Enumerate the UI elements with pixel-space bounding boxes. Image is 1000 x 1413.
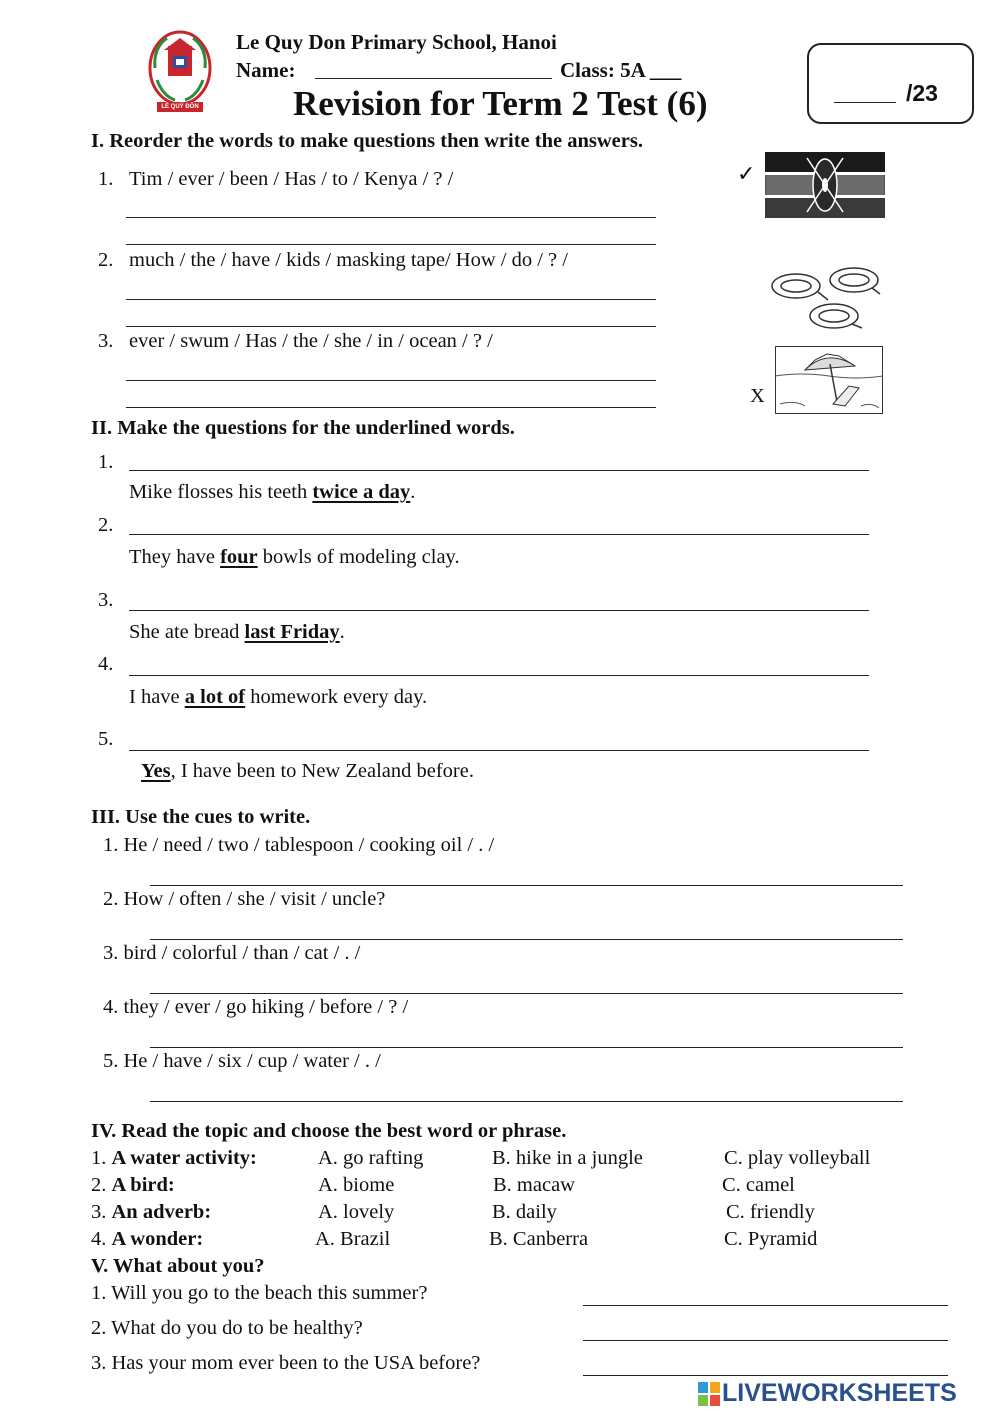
- s3-q4-input[interactable]: [150, 1027, 903, 1048]
- s4-row-1: 1. A water activity:: [91, 1147, 257, 1169]
- underlined-phrase: four: [220, 546, 258, 568]
- masking-tape-image: [768, 264, 883, 336]
- s3-q5-text: 5. He / have / six / cup / water / . /: [103, 1050, 381, 1072]
- page-title: Revision for Term 2 Test (6): [293, 84, 708, 123]
- underlined-phrase: twice a day: [312, 481, 411, 503]
- s4-q1-option-c[interactable]: C. play volleyball: [724, 1147, 871, 1169]
- s4-row-4: 4. A wonder:: [91, 1228, 204, 1250]
- name-label: Name:: [236, 58, 296, 82]
- name-input[interactable]: [315, 58, 552, 79]
- s5-q2-text: 2. What do you do to be healthy?: [91, 1317, 363, 1339]
- liveworksheets-brand: LIVEWORKSHEETS: [722, 1379, 957, 1407]
- s2-q4-number: 4.: [98, 653, 114, 675]
- s3-q5-input[interactable]: [150, 1081, 903, 1102]
- s4-q4-option-c[interactable]: C. Pyramid: [724, 1228, 818, 1250]
- underlined-phrase: last Friday: [244, 621, 340, 643]
- logo-text: LÊ QUÝ ĐÔN: [161, 104, 199, 110]
- liveworksheets-icon: [698, 1382, 720, 1406]
- s4-row-2: 2. A bird:: [91, 1174, 175, 1196]
- s1-q1-number: 1.: [98, 168, 114, 190]
- s4-row-3: 3. An adverb:: [91, 1201, 212, 1223]
- s1-q3-text: ever / swum / Has / the / she / in / ocean / ? /: [129, 330, 493, 352]
- score-input[interactable]: [834, 82, 896, 103]
- s5-q2-input[interactable]: [583, 1320, 948, 1341]
- s2-q1-sentence: Mike flosses his teeth twice a day.: [129, 481, 416, 503]
- underlined-phrase: Yes: [141, 760, 171, 782]
- school-name: Le Quy Don Primary School, Hanoi: [236, 30, 557, 54]
- s3-q2-input[interactable]: [150, 919, 903, 940]
- s2-q3-number: 3.: [98, 589, 114, 611]
- s3-q1-input[interactable]: [150, 865, 903, 886]
- s4-q3-option-b[interactable]: B. daily: [492, 1201, 557, 1223]
- s5-q1-input[interactable]: [583, 1285, 948, 1306]
- s4-q3-option-a[interactable]: A. lovely: [318, 1201, 395, 1223]
- class-label: Class: 5A ___: [560, 58, 682, 82]
- s1-q1-answer-input[interactable]: [126, 224, 656, 245]
- s4-q2-option-b[interactable]: B. macaw: [493, 1174, 575, 1196]
- s2-q3-input[interactable]: [129, 590, 869, 611]
- s2-q5-sentence: Yes, I have been to New Zealand before.: [141, 760, 474, 782]
- s2-q2-sentence: They have four bowls of modeling clay.: [129, 546, 460, 568]
- liveworksheets-logo: [698, 1380, 994, 1410]
- checkmark-icon: ✓: [737, 161, 756, 186]
- s2-q2-input[interactable]: [129, 514, 869, 535]
- s2-q4-input[interactable]: [129, 655, 869, 676]
- s2-q2-number: 2.: [98, 514, 114, 536]
- s2-q4-sentence: I have a lot of homework every day.: [129, 686, 428, 708]
- s4-q4-option-b[interactable]: B. Canberra: [489, 1228, 589, 1250]
- s4-q1-option-b[interactable]: B. hike in a jungle: [492, 1147, 643, 1169]
- s4-q2-option-c[interactable]: C. camel: [722, 1174, 795, 1196]
- s3-q3-text: 3. bird / colorful / than / cat / . /: [103, 942, 361, 964]
- s1-q3-answer-input[interactable]: [126, 387, 656, 408]
- s1-q1-text: Tim / ever / been / Has / to / Kenya / ? /: [129, 168, 454, 190]
- s3-q4-text: 4. they / ever / go hiking / before / ? /: [103, 996, 409, 1018]
- section-4-heading: IV. Read the topic and choose the best word or phrase.: [91, 1120, 567, 1142]
- s3-q3-input[interactable]: [150, 973, 903, 994]
- s2-q5-input[interactable]: [129, 730, 869, 751]
- s4-q3-option-c[interactable]: C. friendly: [726, 1201, 815, 1223]
- beach-umbrella-image: [775, 346, 883, 414]
- section-1-heading: I. Reorder the words to make questions then write the answers.: [91, 130, 643, 152]
- s5-q1-text: 1. Will you go to the beach this summer?: [91, 1282, 428, 1304]
- s1-q2-answer-input[interactable]: [126, 306, 656, 327]
- s4-q1-option-a[interactable]: A. go rafting: [318, 1147, 424, 1169]
- s1-q2-text: much / the / have / kids / masking tape/ How / do / ? /: [129, 249, 568, 271]
- s2-q5-number: 5.: [98, 728, 114, 750]
- score-total: /23: [906, 80, 938, 106]
- s3-q1-text: 1. He / need / two / tablespoon / cooking oil / . /: [103, 834, 495, 856]
- s4-q4-option-a[interactable]: A. Brazil: [315, 1228, 391, 1250]
- s4-q2-option-a[interactable]: A. biome: [318, 1174, 395, 1196]
- cross-mark: X: [750, 385, 765, 407]
- s2-q3-sentence: She ate bread last Friday.: [129, 621, 345, 643]
- s1-q3-number: 3.: [98, 330, 114, 352]
- school-logo: [145, 28, 215, 116]
- s1-q3-question-input[interactable]: [126, 360, 656, 381]
- section-3-heading: III. Use the cues to write.: [91, 806, 311, 828]
- section-5-heading: V. What about you?: [91, 1255, 265, 1277]
- s5-q3-text: 3. Has your mom ever been to the USA before?: [91, 1352, 481, 1374]
- s5-q3-input[interactable]: [583, 1355, 948, 1376]
- s2-q1-input[interactable]: [129, 450, 869, 471]
- s2-q1-number: 1.: [98, 451, 114, 473]
- underlined-phrase: a lot of: [184, 686, 246, 708]
- kenya-flag-image: [765, 152, 885, 218]
- s1-q2-number: 2.: [98, 249, 114, 271]
- s1-q1-question-input[interactable]: [126, 197, 656, 218]
- section-2-heading: II. Make the questions for the underlined words.: [91, 417, 515, 439]
- s1-q2-question-input[interactable]: [126, 279, 656, 300]
- s3-q2-text: 2. How / often / she / visit / uncle?: [103, 888, 386, 910]
